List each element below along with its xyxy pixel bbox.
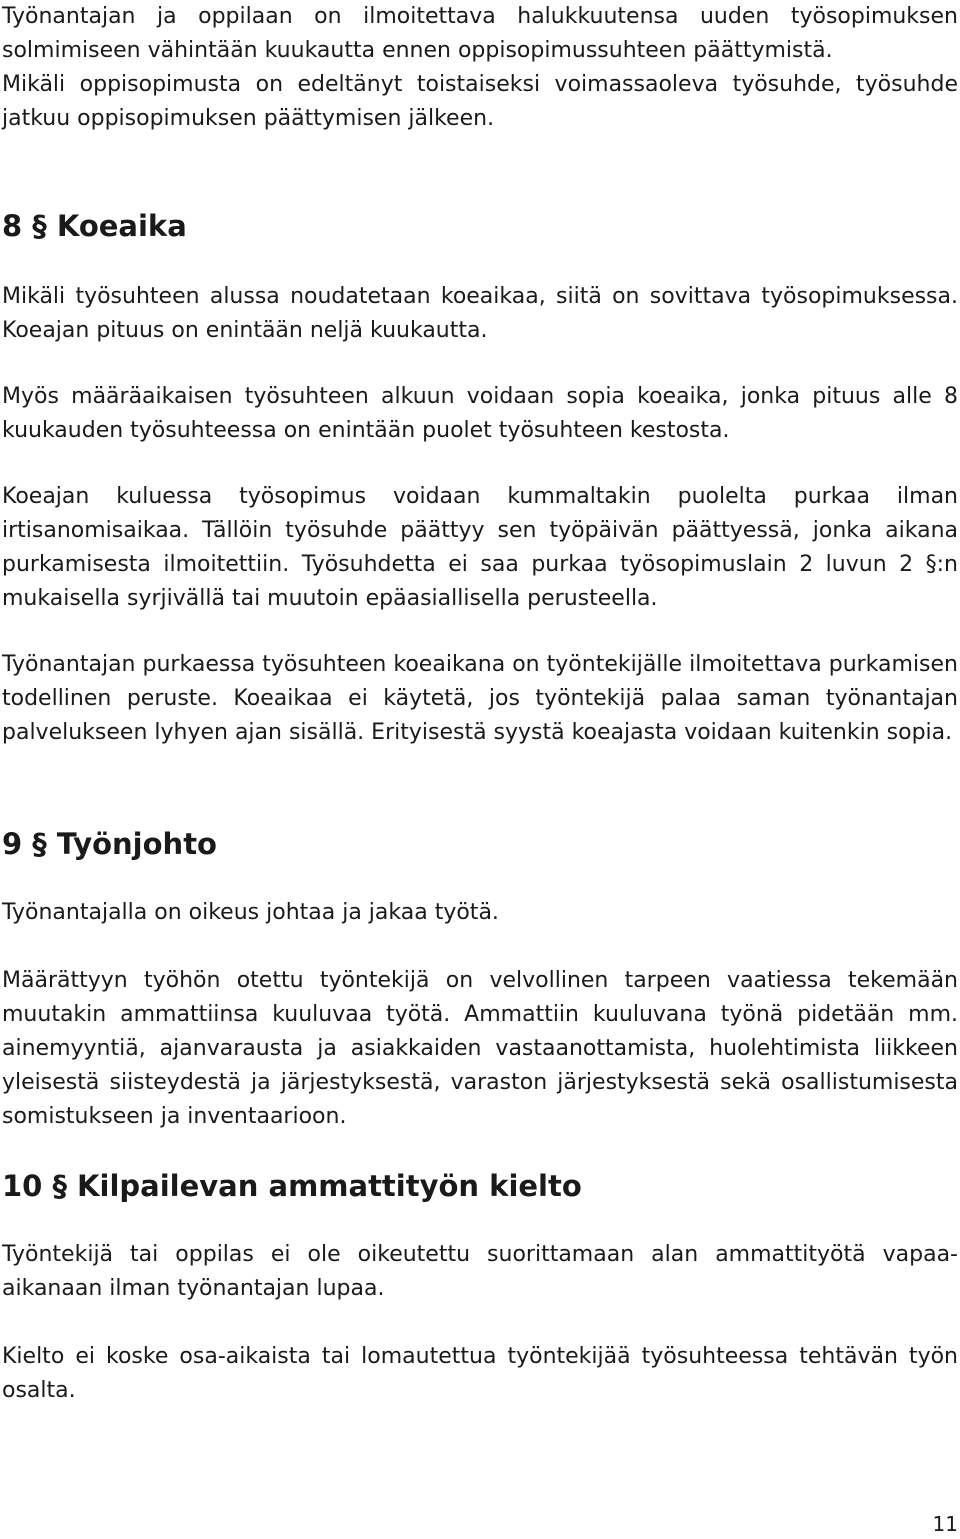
paragraph-termination-reason: Työnantajan purkaessa työsuhteen koeaikana on työntekijälle ilmoitettava purkamisen todellinen peruste. Koeaikaa ei käytetä, jos työntekijä palaa saman työnantajan palvelukseen lyhyen ajan sisällä. Erityisestä syystä koeajasta voidaan kuitenkin sopia. <box>2 652 958 745</box>
paragraph-competing-work-ban: Työntekijä tai oppilas ei ole oikeutettu suorittamaan alan ammattityötä vapaa-aikanaan ilman työnantajan lupaa. <box>2 1242 958 1301</box>
section-heading-koeaika: 8 § Koeaika <box>2 209 187 243</box>
section-heading-tyonjohto: 9 § Työnjohto <box>2 827 217 861</box>
page-number: 11 <box>932 1512 958 1536</box>
section-heading-kilpailevan-ammattityon-kielto: 10 § Kilpailevan ammattityön kielto <box>2 1169 582 1203</box>
paragraph-right-to-direct: Työnantajalla on oikeus johtaa ja jakaa työtä. <box>2 900 499 925</box>
paragraph-fixed-term-trial: Myös määräaikaisen työsuhteen alkuun voidaan sopia koeaika, jonka pituus alle 8 kuukauden työsuhteessa on enintään puolet työsuhteen kestosta. <box>2 384 958 443</box>
paragraph-part-time-exception: Kielto ei koske osa-aikaista tai lomautettua työntekijää työsuhteessa tehtävän työn osalta. <box>2 1344 958 1403</box>
paragraph-other-duties: Määrättyyn työhön otettu työntekijä on velvollinen tarpeen vaatiessa tekemään muutakin ammattiinsa kuuluvaa työtä. Ammattiin kuuluvana työnä pidetään mm. ainemyyntiä, ajanvarausta ja asiakkaiden vastaanottamista, huolehtimista liikkeen yleisestä siisteydestä ja järjestyksestä, varaston järjestyksestä sekä osallistumisesta somistukseen ja inventaarioon. <box>2 968 958 1129</box>
paragraph-new-contract-notice: Työnantajan ja oppilaan on ilmoitettava halukkuutensa uuden työsopimuksen solmimiseen vähintään kuukautta ennen oppisopimussuhteen päättymistä. <box>2 4 958 63</box>
paragraph-trial-period-length: Mikäli työsuhteen alussa noudatetaan koeaikaa, siitä on sovittava työsopimuksessa. Koeajan pituus on enintään neljä kuukautta. <box>2 284 958 343</box>
paragraph-trial-termination: Koeajan kuluessa työsopimus voidaan kummaltakin puolelta purkaa ilman irtisanomisaikaa. Tällöin työsuhde päättyy sen työpäivän päättyessä, jonka aikana purkamisesta ilmoitettiin. Työsuhdetta ei saa purkaa työsopimuslain 2 luvun 2 §:n mukaisella syrjivällä tai muutoin epäasiallisella perusteella. <box>2 484 958 611</box>
paragraph-permanent-employment: Mikäli oppisopimusta on edeltänyt toistaiseksi voimassaoleva työsuhde, työsuhde jatkuu oppisopimuksen päättymisen jälkeen. <box>2 72 958 131</box>
